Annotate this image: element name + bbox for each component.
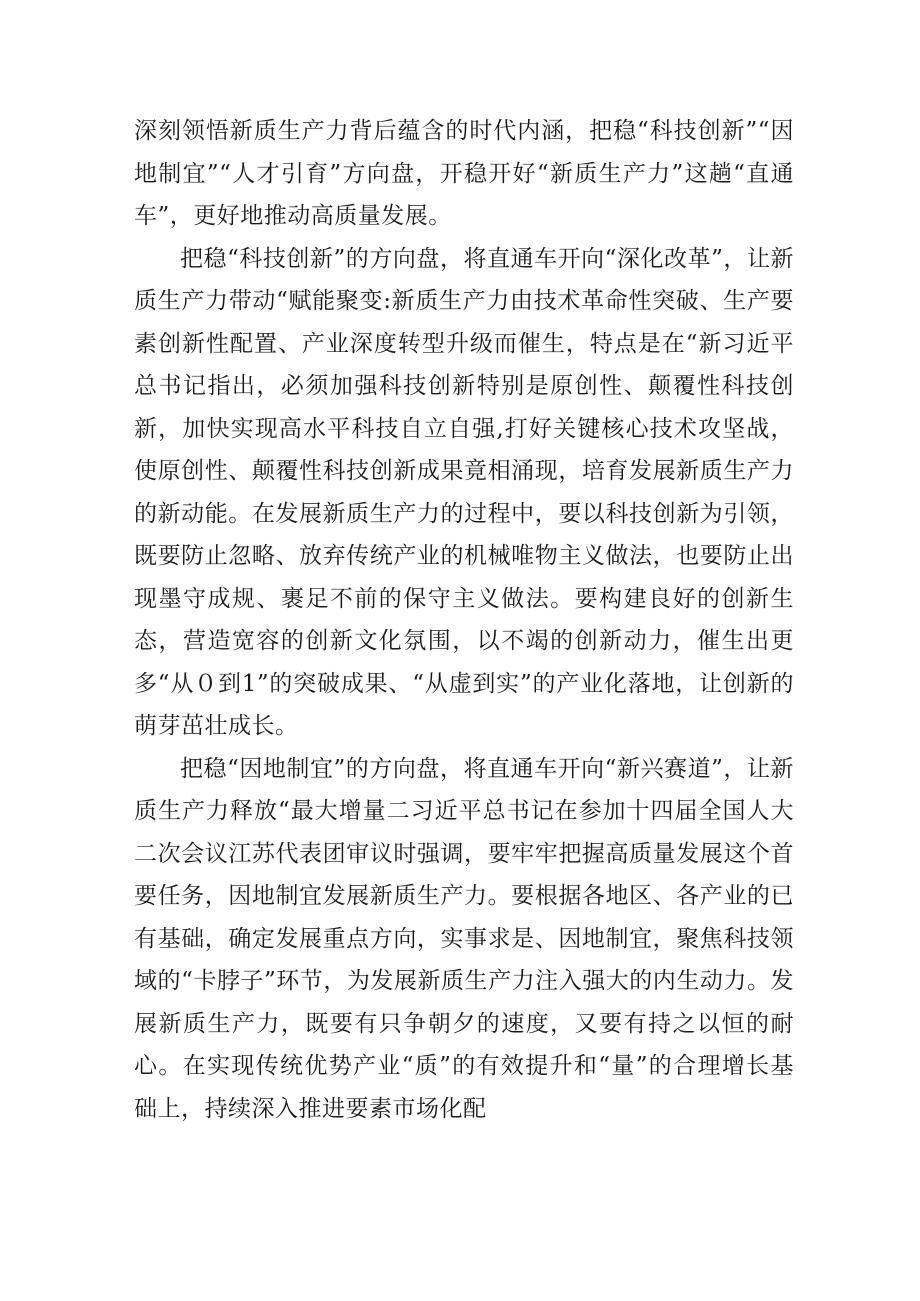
document-body	[134, 110, 794, 1130]
paragraph-1: 深刻领悟新质生产力背后蕴含的时代内涵，把稳“科技创新”“因地制宜”“人才引育”方向盘，开稳开好“新质生产力”这趟“直通车”，更好地推动高质量发展。	[134, 118, 794, 229]
paragraph-2: 把稳“科技创新”的方向盘，将直通车开向“深化改革”，让新质生产力带动“赋能聚变:新质生产力由技术革命性突破、生产要素创新性配置、产业深度转型升级而催生，特点是在“新习近平总书记指出，必须加强科技创新特别是原创性、颠覆性科技创新，加快实现高水平科技自立自强,打好关键核心技术攻坚战，使原创性、颠覆性科技创新成果竟相涌现，培育发展新质生产力的新动能。在发展新质生产力的过程中，要以科技创新为引领，既要防止忽略、放弃传统产业的机械唯物主义做法，也要防止出现墨守成规、裹足不前的保守主义做法。要构建良好的创新生态，营造宽容的创新文化氛围，以不竭的创新动力，催生出更多“从０到1”的突破成果、“从虚到实”的产业化落地，让创新的萌芽茁壮成长。	[134, 245, 794, 739]
paragraph-3: 把稳“因地制宜”的方向盘，将直通车开向“新兴赛道”，让新质生产力释放“最大增量二习近平总书记在参加十四届全国人大二次会议江苏代表团审议时强调，要牢牢把握高质量发展这个首要任务，因地制宜发展新质生产力。要根据各地区、各产业的已有基础，确定发展重点方向，实事求是、因地制宜，聚焦科技领域的“卡脖子”环节，为发展新质生产力注入强大的内生动力。发展新质生产力，既要有只争朝夕的速度，又要有持之以恒的耐心。在实现传统优势产业“质”的有效提升和“量”的合理增长基础上，持续深入推进要素市场化配	[134, 755, 794, 1122]
